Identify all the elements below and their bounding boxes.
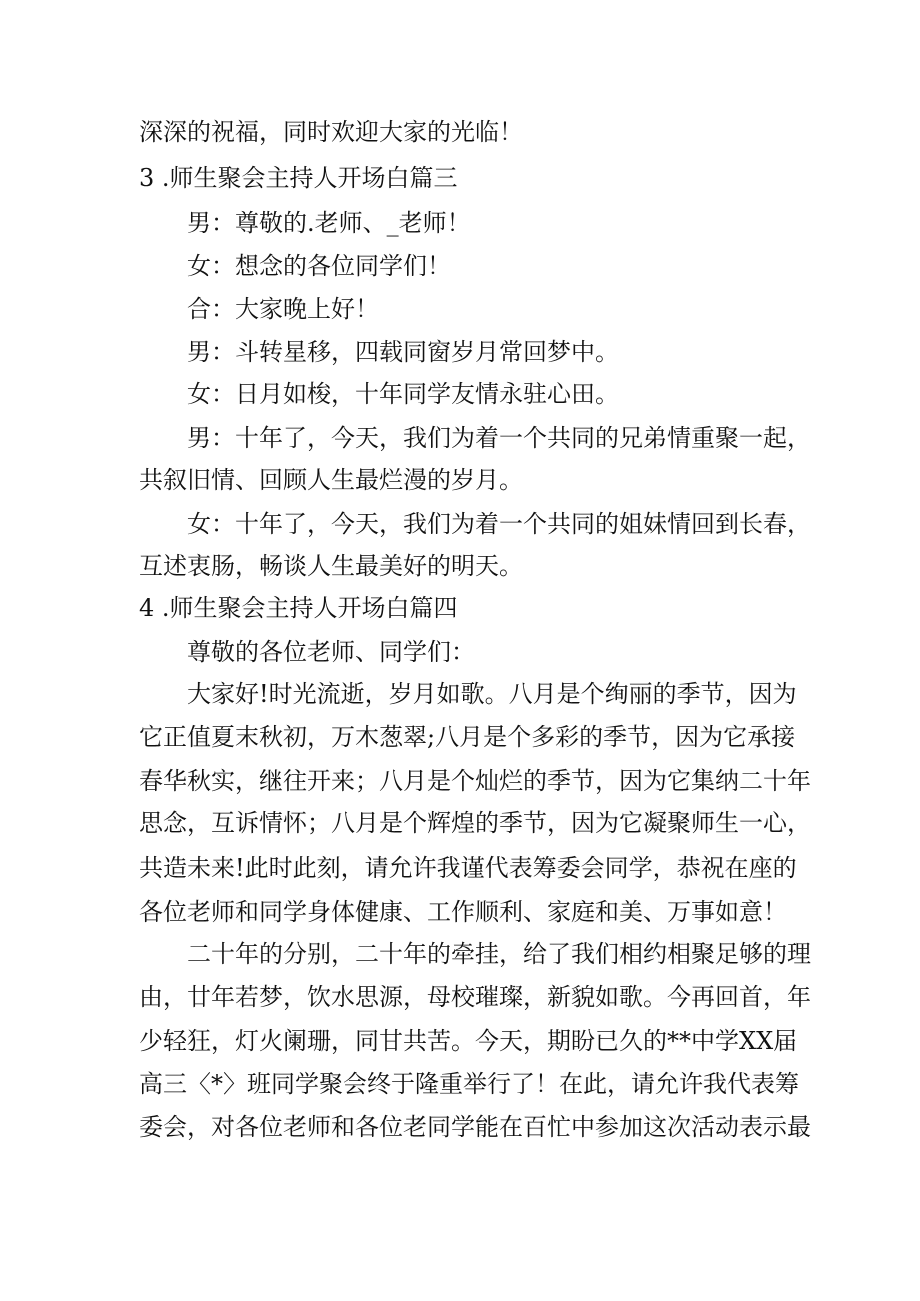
text-line-5: 合：大家晚上好！: [187, 295, 379, 323]
text-line-19: 各位老师和同学身体健康、工作顺利、家庭和美、万事如意！: [139, 898, 787, 926]
text-line-11: 互述衷肠，畅谈人生最美好的明天。: [139, 552, 523, 580]
section-heading-3: 3 .师生聚会主持人开场白篇三: [139, 164, 458, 192]
text-line-7: 女：日月如梭，十年同学友情永驻心田。: [187, 380, 619, 408]
section-heading-4: 4 .师生聚会主持人开场白篇四: [139, 594, 458, 622]
text-line-10: 女：十年了，今天，我们为着一个共同的姐妹情回到长春，: [187, 510, 811, 538]
text-line-15: 它正值夏末秋初，万木葱翠;八月是个多彩的季节，因为它承接: [139, 723, 796, 751]
text-line-20: 二十年的分别，二十年的牵挂，给了我们相约相聚足够的理: [187, 940, 811, 968]
text-line-24: 委会，对各位老师和各位老同学能在百忙中参加这次活动表示最: [139, 1113, 811, 1141]
text-line-18: 共造未来!此时此刻，请允许我谨代表筹委会同学，恭祝在座的: [139, 854, 797, 882]
text-line-1: 深深的祝福，同时欢迎大家的光临！: [139, 118, 523, 146]
text-line-4: 女：想念的各位同学们！: [187, 252, 451, 280]
text-line-8: 男：十年了，今天，我们为着一个共同的兄弟情重聚一起，: [187, 424, 811, 452]
text-line-3: 男：尊敬的.老师、_老师！: [187, 209, 471, 237]
text-line-23: 高三〈*〉班同学聚会终于隆重举行了！在此，请允许我代表筹: [139, 1070, 799, 1098]
text-line-13: 尊敬的各位老师、同学们：: [187, 638, 475, 666]
text-line-14: 大家好!时光流逝，岁月如歌。八月是个绚丽的季节，因为: [187, 680, 797, 708]
text-line-17: 思念，互诉情怀；八月是个辉煌的季节，因为它凝聚师生一心，: [139, 809, 811, 837]
text-line-21: 由，廿年若梦，饮水思源，母校璀璨，新貌如歌。今再回首，年: [139, 983, 811, 1011]
text-line-22: 少轻狂，灯火阑珊，同甘共苦。今天，期盼已久的**中学XX届: [139, 1027, 798, 1055]
text-line-16: 春华秋实，继往开来；八月是个灿烂的季节，因为它集纳二十年: [139, 767, 811, 795]
text-line-6: 男：斗转星移，四载同窗岁月常回梦中。: [187, 338, 619, 366]
text-line-9: 共叙旧情、回顾人生最烂漫的岁月。: [139, 466, 523, 494]
